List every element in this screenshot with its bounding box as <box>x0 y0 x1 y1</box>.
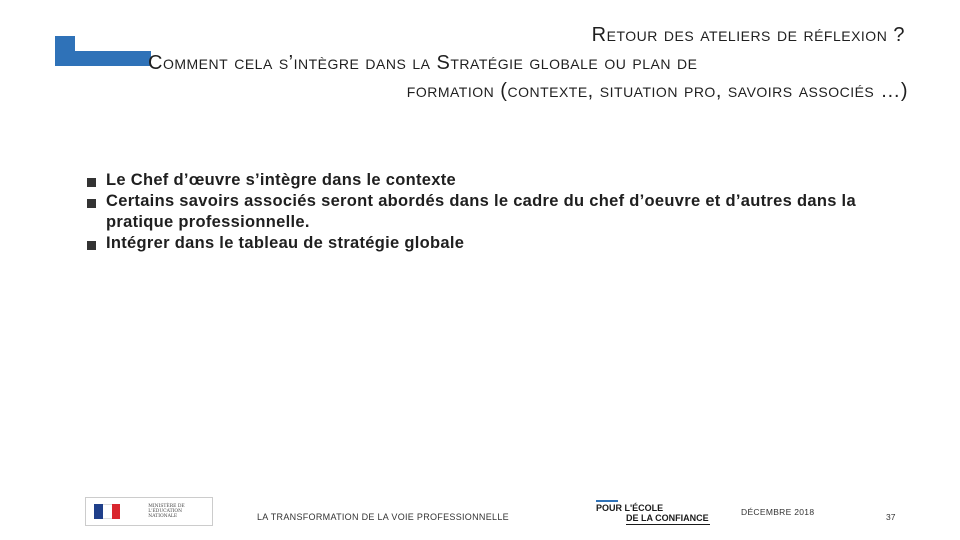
ministry-logo <box>85 497 213 526</box>
ministry-logo-text: MINISTÈRE DE L'ÉDUCATION NATIONALE <box>148 504 185 519</box>
ecole-logo-line-2: DE LA CONFIANCE <box>626 513 709 523</box>
slide-title-line-2: Comment cela s’intègre dans la Stratégie globale ou plan de <box>148 52 698 74</box>
footer-center-text: LA TRANSFORMATION DE LA VOIE PROFESSIONNELLE <box>257 512 509 522</box>
bullet-item-2: Certains savoirs associés seront abordés dans le cadre du chef d’oeuvre et d’autres dans la pratique professionnelle. <box>86 191 876 233</box>
flag-white-stripe <box>103 504 112 519</box>
footer-date: DÉCEMBRE 2018 <box>741 507 815 517</box>
title-accent-horizontal <box>55 51 151 66</box>
ecole-logo-accent <box>596 500 618 502</box>
flag-red-stripe <box>112 504 121 519</box>
slide-title-line-1: Retour des ateliers de réflexion ? <box>591 24 905 46</box>
bullet-item-3: Intégrer dans le tableau de stratégie globale <box>86 233 876 254</box>
ecole-confiance-logo <box>596 500 716 526</box>
ecole-logo-line-1: POUR L'ÉCOLE <box>596 503 664 513</box>
page-number: 37 <box>886 512 896 522</box>
bullet-list <box>86 170 876 254</box>
french-flag-icon <box>94 504 120 519</box>
bullet-item-1: Le Chef d’œuvre s’intègre dans le contexte <box>86 170 876 191</box>
ecole-logo-underline <box>626 524 710 525</box>
slide-title-line-3: formation (contexte, situation pro, savoirs associés …) <box>406 80 908 102</box>
flag-blue-stripe <box>94 504 103 519</box>
